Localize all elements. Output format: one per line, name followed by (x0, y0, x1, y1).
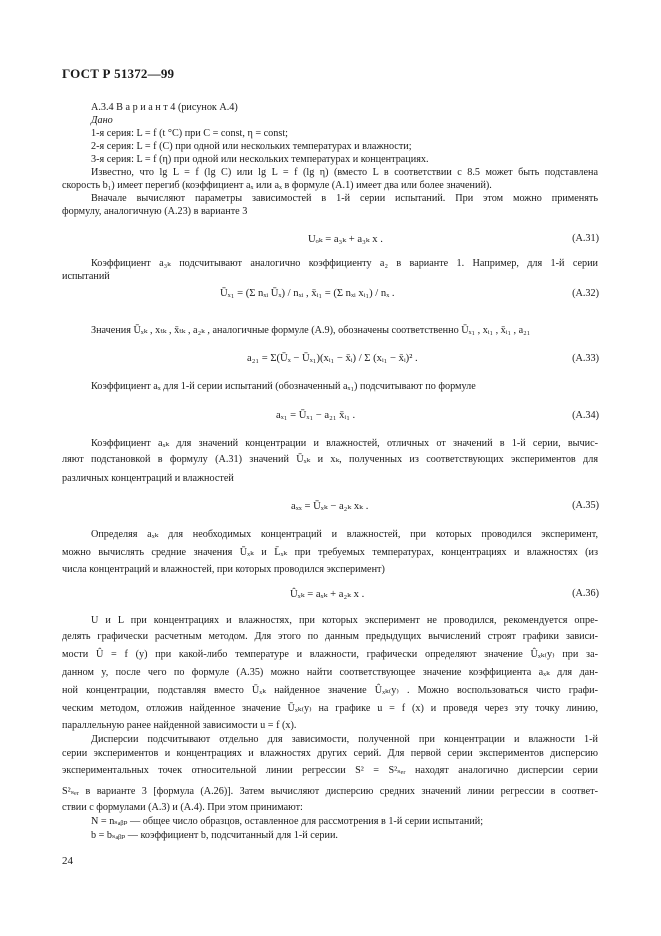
paragraph-line: скорость b₁) имеет перегиб (коэффициент aₓ или aₓ в формуле (А.1) имеет два или более значений). (62, 180, 492, 191)
formula-a36: Ûₓₖ = aₓₖ + a₂ₖ x . (290, 589, 365, 600)
paragraph-line: мости Û = f (y) при какой-либо температуре и влажности, графически определяют значение Ûₓₖ₍y₎ при за- (62, 649, 598, 660)
section-heading: А.3.4 В а р и а н т 4 (рисунок А.4) (91, 102, 238, 113)
paragraph-line: Известно, что lg L = f (lg C) или lg L = f (lg η) (вместо L в соответствии с 8.5 может быть подставлена (91, 167, 598, 178)
equation-number: (А.32) (572, 288, 599, 299)
paragraph-line: делять графически расчетным методом. Для этого по данным предыдущих вычислений строят графики зависи- (62, 631, 598, 642)
paragraph-line: Определяя aₓₖ для необходимых концентраций и влажностей, при которых проводился эксперимент, (91, 529, 598, 540)
formula-a35: aₓₓ = Ūₓₖ − a₂ₖ xₖ . (291, 501, 369, 512)
paragraph-line: Коэффициент aₓ для 1-й серии испытаний (обозначенный aₓ₁) подсчитывают по формуле (91, 381, 476, 392)
series-3: 3-я серия: L = f (η) при одной или нескольких температурах и концентрациях. (91, 154, 429, 165)
series-1: 1-я серия: L = f (t °C) при C = const, η = const; (91, 128, 288, 139)
paragraph-line: Дисперсии подсчитывают отдельно для зависимости, полученной при концентрации и влажности 1-й (91, 734, 598, 745)
formula-a34: aₓ₁ = Ūₓ₁ − a₂₁ x̄ᵢ₁ . (276, 410, 356, 421)
paragraph-line: Значения Ūₓₖ , xₜₖ , x̄ₜₖ , a₂ₖ , аналогичные формуле (А.9), обозначены соответственно Ūₓ₁ , xᵢ₁ , x̄ᵢ₁ , a₂₁ (91, 325, 531, 336)
formula-a33: a₂₁ = Σ(Ūₓ − Ūₓ₁)(xᵢ₁ − x̄ᵢ) / Σ (xᵢ₁ − x̄ᵢ)² . (247, 353, 418, 364)
equation-number: (А.35) (572, 500, 599, 511)
page-number: 24 (62, 855, 73, 867)
paragraph-line: экспериментальных точек относительной линии регрессии S² = S²ₛₑᵣ находят аналогично дисперсии серии (62, 765, 598, 776)
paragraph-line: ляют подстановкой в формулу (А.31) значений Ūₓₖ и xₖ, полученных из соответствующих экспериментов для (62, 454, 598, 465)
paragraph-line: U и L при концентрациях и влажностях, при которых эксперимент не проводился, рекомендуется опре- (91, 615, 598, 626)
list-item: N = nₛₐᵦₚ — общее число образцов, оставленное для рассмотрения в 1-й серии испытаний; (91, 816, 484, 827)
paragraph-line: можно вычислять средние значения Ūₓₖ и L̄ₓₖ при требуемых температурах, концентрациях и влажностях (из (62, 547, 598, 558)
paragraph-line: параллельную ранее найденной зависимости u = f (x). (62, 720, 297, 731)
series-2: 2-я серия: L = f (C) при одной или нескольких температурах и влажности; (91, 141, 412, 152)
equation-number: (А.31) (572, 233, 599, 244)
paragraph-line: ческим методом, отложив найденное значение Ūₓₖ₍y₎ на графике u = f (x) и проведя через эту точку линию, (62, 703, 598, 714)
paragraph-line: ствии с формулами (А.3) и (А.4). При этом принимают: (62, 802, 303, 813)
equation-number: (А.34) (572, 410, 599, 421)
equation-number: (А.33) (572, 353, 599, 364)
equation-number: (А.36) (572, 588, 599, 599)
paragraph-line: различных концентраций и влажностей (62, 473, 234, 484)
formula-a31: Uₒₖ = a₃ₖ + a₃ₖ x . (308, 234, 383, 245)
paragraph-line: испытаний (62, 271, 110, 282)
list-item: b = bₛₐᵦₚ — коэффициент b, подсчитанный для 1-й серии. (91, 830, 338, 841)
given-label: Дано (91, 115, 113, 126)
paragraph-line: Коэффициент a₃ₖ подсчитывают аналогично коэффициенту a₂ в варианте 1. Например, для 1-й серии (91, 258, 598, 269)
paragraph-line: формулу, аналогичную (А.23) в варианте 3 (62, 206, 248, 217)
paragraph-line: данном y, после чего по формуле (А.35) можно найти соответствующее значение коэффициента aₓₖ для дан- (62, 667, 598, 678)
formula-a32: Ūₓ₁ = (Σ nₓᵢ Ūₓ) / nₓᵢ , x̄ᵢ₁ = (Σ nₓᵢ xᵢ₁) / nₓ . (220, 288, 395, 299)
paragraph-line: Вначале вычисляют параметры зависимостей в 1-й серии испытаний. При этом можно применять (91, 193, 598, 204)
paragraph-line: ной концентрации, подставляя вместо Ūₓₖ найденное значение Ûₓₖ₍y₎ . Можно воспользоваться чисто графи- (62, 685, 598, 696)
paragraph-line: серии экспериментов и концентрациях и влажностях других серий. Для первой серии экспериментов дисперсию (62, 748, 598, 759)
document-header: ГОСТ Р 51372—99 (62, 66, 175, 81)
paragraph-line: Коэффициент aₓₖ для значений концентрации и влажностей, отличных от значений в 1-й серии, вычис- (91, 438, 598, 449)
paragraph-line: S²ₛₑᵣ в варианте 3 [формула (А.26)]. Затем вычисляют дисперсию средних значений линии регрессии в соответ- (62, 786, 598, 797)
paragraph-line: числа концентраций и влажностей, при которых проводился эксперимент) (62, 564, 385, 575)
